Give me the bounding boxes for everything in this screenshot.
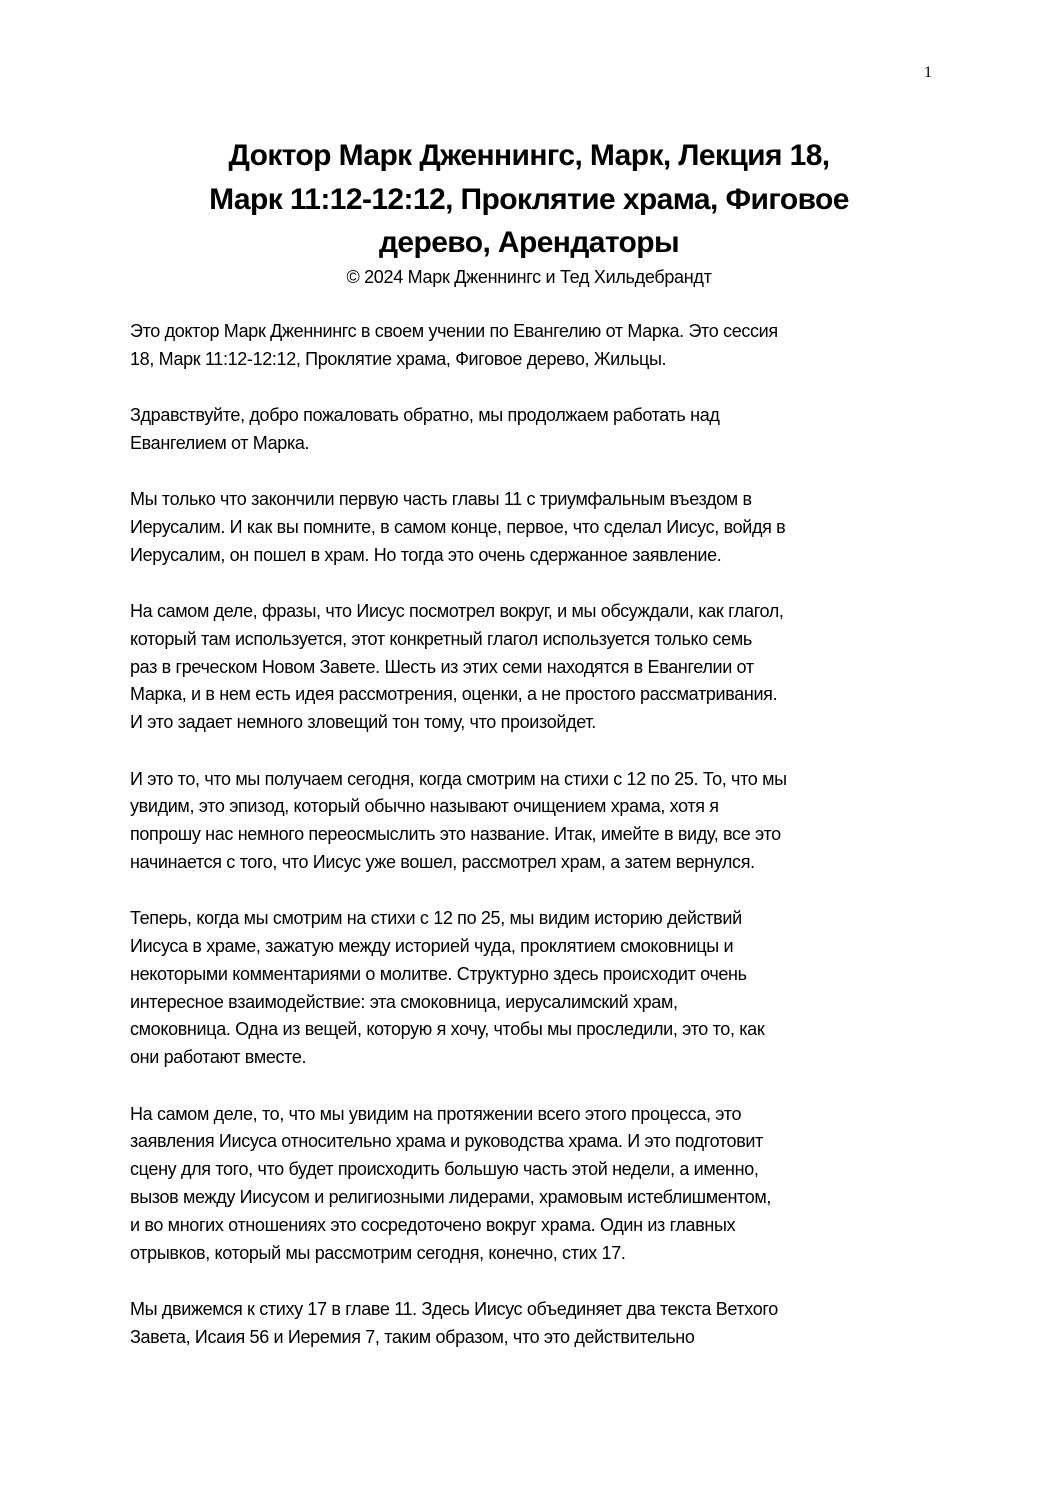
paragraph-line: Марка, и в нем есть идея рассмотрения, оценки, а не простого рассматривания. [130,684,778,705]
paragraph [130,1101,950,1268]
paragraph [130,598,950,737]
paragraph-line: смоковница. Одна из вещей, которую я хочу, чтобы мы проследили, это то, как [130,1019,765,1040]
document-title [0,134,1058,265]
paragraph-line: Евангелием от Марка. [130,432,310,453]
title-line: Доктор Марк Дженнингс, Марк, Лекция 18, [228,139,830,172]
paragraph-line: Завета, Исаия 56 и Иеремия 7, таким образом, что это действительно [130,1326,695,1347]
paragraph [130,486,950,569]
paragraph-line: И это то, что мы получаем сегодня, когда смотрим на стихи с 12 по 25. То, что мы [130,768,787,789]
paragraph [130,766,950,877]
document-body [130,318,950,1380]
paragraph-line: Мы только что закончили первую часть главы 11 с триумфальным въездом в [130,489,752,510]
paragraph-line: попрошу нас немного переосмыслить это название. Итак, имейте в виду, все это [130,824,781,845]
title-line: Марк 11:12-12:12, Проклятие храма, Фиговое [209,182,849,216]
paragraph-line: и во многих отношениях это сосредоточено вокруг храма. Один из главных [130,1214,736,1235]
paragraph [130,318,950,374]
paragraph-line: Здравствуйте, добро пожаловать обратно, мы продолжаем работать над [130,405,720,426]
paragraph-line: заявления Иисуса относительно храма и руководства храма. И это подготовит [130,1131,764,1152]
paragraph-line: Иерусалим, он пошел в храм. Но тогда это очень сдержанное заявление. [130,544,722,565]
paragraph-line: На самом деле, фразы, что Иисус посмотрел вокруг, и мы обсуждали, как глагол, [130,601,784,622]
paragraph-line: некоторыми комментариями о молитве. Структурно здесь происходит очень [130,963,747,984]
paragraph-line: И это задает немного зловещий тон тому, что произойдет. [130,712,596,733]
paragraph-line: Теперь, когда мы смотрим на стихи с 12 по 25, мы видим историю действий [130,908,742,929]
paragraph-line: увидим, это эпизод, который обычно называют очищением храма, хотя я [130,796,719,817]
paragraph-line: Иерусалим. И как вы помните, в самом конце, первое, что сделал Иисус, войдя в [130,516,786,537]
paragraph-line: Иисуса в храме, зажатую между историей чуда, проклятием смоковницы и [130,936,734,957]
paragraph-line: отрывков, который мы рассмотрим сегодня, конечно, стих 17. [130,1242,626,1263]
copyright: © 2024 Марк Дженнингс и Тед Хильдебрандт [346,267,712,287]
paragraph-line: раз в греческом Новом Завете. Шесть из этих семи находятся в Евангелии от [130,656,754,677]
paragraph-line: вызов между Иисусом и религиозными лидерами, храмовым истеблишментом, [130,1186,772,1207]
paragraph-line: Это доктор Марк Дженнингс в своем учении по Евангелию от Марка. Это сессия [130,321,778,341]
paragraph-line: Мы движемся к стиху 17 в главе 11. Здесь Иисус объединяет два текста Ветхого [130,1298,778,1319]
paragraph-line: начинается с того, что Иисус уже вошел, рассмотрел храм, а затем вернулся. [130,851,755,872]
paragraph-line: На самом деле, то, что мы увидим на протяжении всего этого процесса, это [130,1103,742,1124]
paragraph [130,402,950,458]
paragraph-line: сцену для того, что будет происходить большую часть этой недели, а именно, [130,1159,759,1180]
paragraph-line: который там используется, этот конкретный глагол используется только семь [130,628,752,649]
paragraph [130,1296,950,1352]
paragraph [130,905,950,1072]
title-line: дерево, Арендаторы [378,226,680,259]
paragraph-line: интересное взаимодействие: эта смоковница, иерусалимский храм, [130,991,678,1012]
paragraph-line: они работают вместе. [130,1047,307,1068]
page-number: 1 [924,64,932,81]
paragraph-line: 18, Марк 11:12-12:12, Проклятие храма, Фиговое дерево, Жильцы. [130,348,667,369]
